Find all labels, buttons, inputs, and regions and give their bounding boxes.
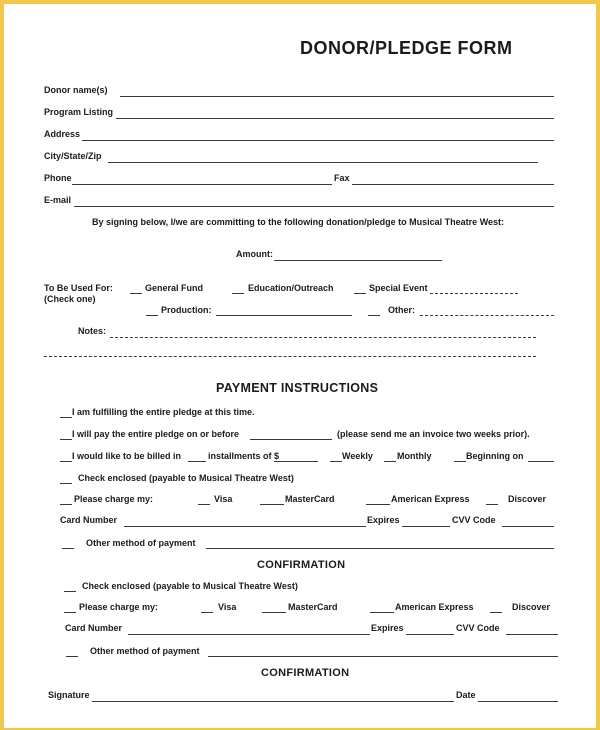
expires-field[interactable] (402, 526, 450, 527)
phone-field[interactable] (72, 184, 332, 185)
donor-name-field[interactable] (120, 96, 554, 97)
production-checkbox[interactable] (146, 315, 158, 316)
other-use-checkbox[interactable] (368, 315, 380, 316)
billed-checkbox[interactable] (60, 461, 72, 462)
confirm-visa-checkbox[interactable] (201, 612, 213, 613)
confirm-charge-card-checkbox[interactable] (64, 612, 76, 613)
signature-field[interactable] (92, 701, 454, 702)
date-field[interactable] (478, 701, 558, 702)
other-payment-label: Other method of payment (86, 538, 196, 548)
installment-count-field[interactable] (188, 461, 206, 462)
installment-amount-field[interactable] (274, 461, 318, 462)
weekly-label: Weekly (342, 451, 373, 461)
mastercard-label: MasterCard (285, 494, 335, 504)
pay-before-checkbox[interactable] (60, 439, 72, 440)
confirm-other-payment-label: Other method of payment (90, 646, 200, 656)
special-event-label: Special Event (369, 283, 428, 293)
confirm-cvv-field[interactable] (506, 634, 558, 635)
confirm-card-number-label: Card Number (65, 623, 123, 633)
pay-before-label: I will pay the entire pledge on or before (72, 429, 240, 439)
charge-card-label: Please charge my: (74, 494, 154, 504)
notes-label: Notes: (78, 326, 107, 336)
notes-field-line-2[interactable] (44, 356, 536, 357)
billed-label: I would like to be billed in (72, 451, 182, 461)
pay-before-date-field[interactable] (250, 439, 332, 440)
amex-checkbox[interactable] (366, 504, 390, 505)
other-use-field[interactable] (420, 315, 554, 316)
address-label: Address (44, 129, 81, 139)
beginning-on-field[interactable] (528, 461, 554, 462)
invoice-note: (please send me an invoice two weeks prior). (337, 429, 530, 439)
payment-instructions-heading: PAYMENT INSTRUCTIONS (216, 381, 379, 395)
confirm-check-enclosed-checkbox[interactable] (64, 591, 76, 592)
expires-label: Expires (367, 515, 400, 525)
commitment-statement: By signing below, I/we are committing to the following donation/pledge to Musical Theatre West: (92, 217, 505, 227)
confirm-mastercard-label: MasterCard (288, 602, 338, 612)
to-be-used-for-label: To Be Used For: (44, 283, 113, 293)
discover-checkbox[interactable] (486, 504, 498, 505)
email-field[interactable] (74, 206, 554, 207)
monthly-checkbox[interactable] (384, 461, 396, 462)
other-payment-checkbox[interactable] (62, 548, 74, 549)
phone-label: Phone (44, 173, 72, 183)
confirm-other-payment-field[interactable] (208, 656, 558, 657)
confirm-expires-field[interactable] (406, 634, 454, 635)
donor-name-label: Donor name(s) (44, 85, 108, 95)
special-event-checkbox[interactable] (354, 293, 366, 294)
beginning-on-checkbox[interactable] (454, 461, 466, 462)
confirm-other-payment-checkbox[interactable] (66, 656, 78, 657)
fulfill-now-label: I am fulfilling the entire pledge at this time. (72, 407, 255, 417)
other-use-label: Other: (388, 305, 415, 315)
education-outreach-checkbox[interactable] (232, 293, 244, 294)
fax-label: Fax (334, 173, 350, 183)
confirm-amex-checkbox[interactable] (370, 612, 394, 613)
confirm-check-enclosed-label: Check enclosed (payable to Musical Theatre West) (82, 581, 298, 591)
cvv-label: CVV Code (452, 515, 496, 525)
date-label: Date (456, 690, 476, 700)
other-payment-field[interactable] (206, 548, 554, 549)
installments-label: installments of $ (208, 451, 280, 461)
general-fund-label: General Fund (145, 283, 204, 293)
card-number-field[interactable] (124, 526, 366, 527)
charge-card-checkbox[interactable] (60, 504, 72, 505)
confirm-discover-label: Discover (512, 602, 551, 612)
address-field[interactable] (82, 140, 554, 141)
production-label: Production: (161, 305, 212, 315)
program-listing-field[interactable] (116, 118, 554, 119)
confirm-discover-checkbox[interactable] (490, 612, 502, 613)
confirmation-heading: CONFIRMATION (257, 559, 346, 571)
weekly-checkbox[interactable] (330, 461, 342, 462)
confirm-charge-card-label: Please charge my: (79, 602, 159, 612)
city-state-zip-field[interactable] (108, 162, 538, 163)
education-outreach-label: Education/Outreach (248, 283, 334, 293)
general-fund-checkbox[interactable] (130, 293, 142, 294)
confirm-mastercard-checkbox[interactable] (262, 612, 286, 613)
mastercard-checkbox[interactable] (260, 504, 284, 505)
confirm-visa-label: Visa (218, 602, 237, 612)
confirm-card-number-field[interactable] (128, 634, 370, 635)
pledge-form-page (4, 4, 596, 728)
check-enclosed-label: Check enclosed (payable to Musical Theatre West) (78, 473, 294, 483)
confirm-cvv-label: CVV Code (456, 623, 500, 633)
check-one-label: (Check one) (44, 294, 96, 304)
form-title: DONOR/PLEDGE FORM (300, 38, 513, 58)
card-number-label: Card Number (60, 515, 118, 525)
email-label: E-mail (44, 195, 72, 205)
monthly-label: Monthly (397, 451, 432, 461)
confirm-expires-label: Expires (371, 623, 404, 633)
signature-label: Signature (48, 690, 90, 700)
cvv-field[interactable] (502, 526, 554, 527)
confirm-amex-label: American Express (395, 602, 474, 612)
fulfill-now-checkbox[interactable] (60, 417, 72, 418)
amount-field[interactable] (274, 260, 442, 261)
amex-label: American Express (391, 494, 470, 504)
fax-field[interactable] (352, 184, 554, 185)
program-listing-label: Program Listing (44, 107, 114, 117)
beginning-on-label: Beginning on (466, 451, 524, 461)
amount-label: Amount: (236, 249, 273, 259)
visa-label: Visa (214, 494, 233, 504)
visa-checkbox[interactable] (198, 504, 210, 505)
special-event-field[interactable] (430, 293, 518, 294)
production-field[interactable] (216, 315, 352, 316)
discover-label: Discover (508, 494, 547, 504)
confirmation-heading-2: CONFIRMATION (261, 667, 350, 679)
notes-field[interactable] (110, 337, 536, 338)
city-state-zip-label: City/State/Zip (44, 151, 102, 161)
check-enclosed-checkbox[interactable] (60, 483, 72, 484)
